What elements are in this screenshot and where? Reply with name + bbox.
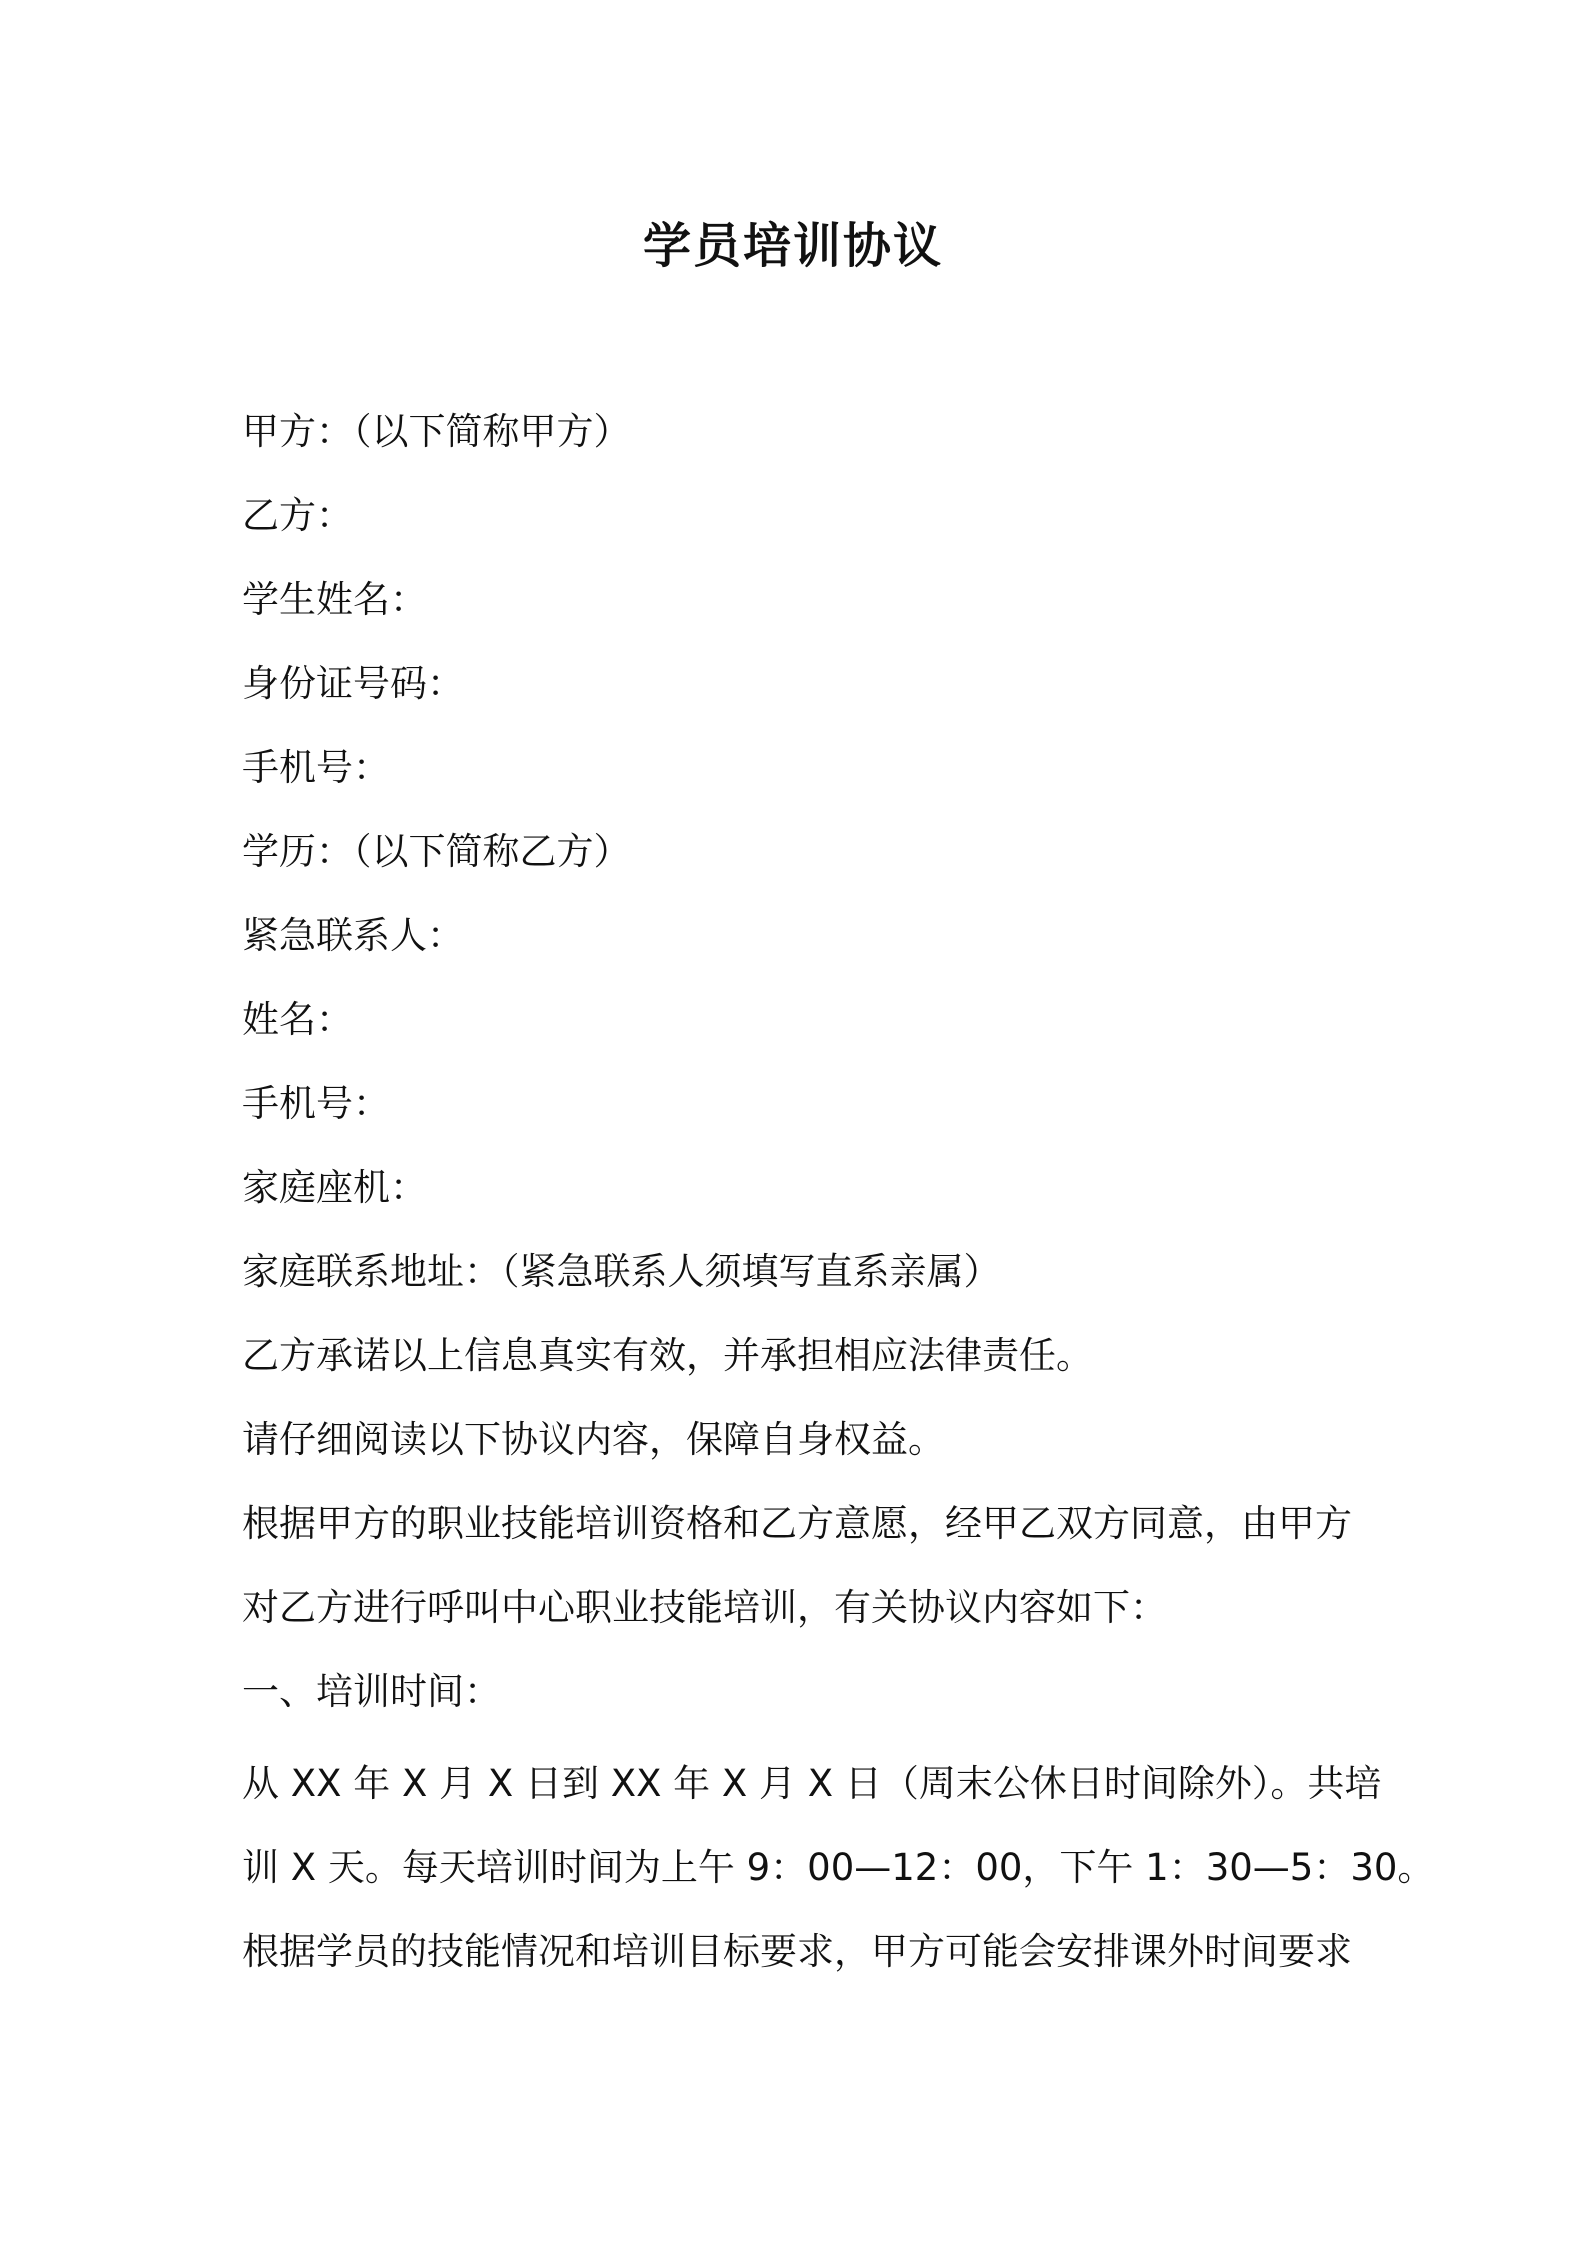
field-emergency-contact: 紧急联系人： <box>242 914 464 957</box>
field-education: 学历：（以下简称乙方） <box>242 830 631 873</box>
section-heading-training-time: 一、培训时间： <box>242 1670 501 1713</box>
field-phone: 手机号： <box>242 746 390 789</box>
field-party-a: 甲方：（以下简称甲方） <box>242 410 631 453</box>
intro-line-2: 对乙方进行呼叫中心职业技能培训，有关协议内容如下： <box>242 1586 1167 1629</box>
section-text-line-1: 从 XX 年 X 月 X 日到 XX 年 X 月 X 日（周末公休日时间除外）。共培 <box>242 1762 1382 1805</box>
field-home-phone: 家庭座机： <box>242 1166 427 1209</box>
section-text-line-3: 根据学员的技能情况和培训目标要求，甲方可能会安排课外时间要求 <box>242 1930 1352 1973</box>
field-contact-name: 姓名： <box>242 998 353 1041</box>
statement-commitment: 乙方承诺以上信息真实有效，并承担相应法律责任。 <box>242 1334 1093 1377</box>
section-text-line-2: 训 X 天。每天培训时间为上午 9：00—12：00，下午 1：30—5：30。 <box>242 1846 1435 1889</box>
field-student-name: 学生姓名： <box>242 578 427 621</box>
field-id-number: 身份证号码： <box>242 662 464 705</box>
intro-line-1: 根据甲方的职业技能培训资格和乙方意愿，经甲乙双方同意，由甲方 <box>242 1502 1352 1545</box>
statement-read-carefully: 请仔细阅读以下协议内容，保障自身权益。 <box>242 1418 945 1461</box>
field-party-b: 乙方： <box>242 494 353 537</box>
field-home-address: 家庭联系地址：（紧急联系人须填写直系亲属） <box>242 1250 1001 1293</box>
field-contact-phone: 手机号： <box>242 1082 390 1125</box>
document-title: 学员培训协议 <box>642 218 943 274</box>
